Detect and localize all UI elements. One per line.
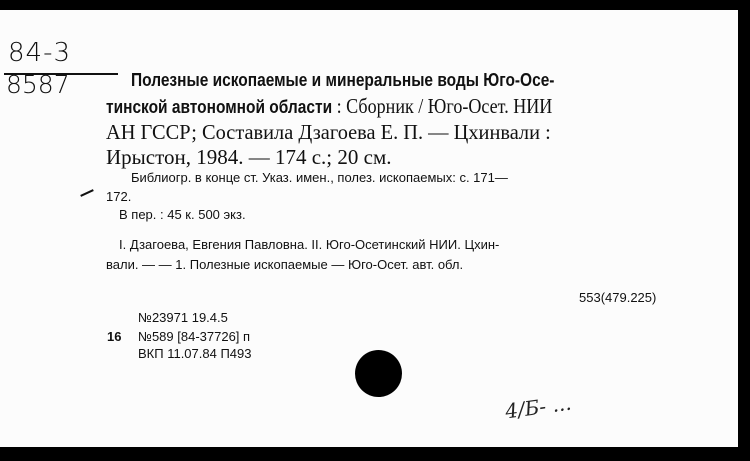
handwritten-signature: 4/Б- ... <box>503 390 573 424</box>
price-line: В пер. : 45 к. 500 экз. <box>119 207 246 222</box>
tracing-line-1: I. Дзагоева, Евгения Павловна. II. Юго-Осетинский НИИ. Цхин- <box>119 237 500 252</box>
notes-line-1: Библиогр. в конце ст. Указ. имен., полез. ископаемых: с. 171— <box>131 170 508 185</box>
title-line-2-rest: : Сборник / Юго-Осет. НИИ <box>332 94 553 118</box>
classification-code: 553(479.225) <box>579 290 657 305</box>
punch-hole <box>355 350 402 397</box>
title-line-2 <box>106 94 552 119</box>
publication-line: Ирыстон, 1984. — 174 с.; 20 см. <box>106 145 392 169</box>
registration-line-2: №589 [84-37726] п <box>138 329 251 344</box>
title-line-1: Полезные ископаемые и минеральные воды Юго-Осе- <box>131 70 555 90</box>
notes-line-2: 172. <box>106 189 132 204</box>
title-line-2-bold: тинской автономной области <box>106 97 333 117</box>
registration-prefix: 16 <box>107 329 122 344</box>
handwritten-call-number-bottom: 8587 <box>6 70 70 99</box>
registration-line-1: №23971 19.4.5 <box>138 310 228 325</box>
tracing-line-2: вали. — — 1. Полезные ископаемые — Юго-Осет. авт. обл. <box>106 257 464 272</box>
registration-line-3: ВКП 11.07.84 П493 <box>138 346 252 361</box>
responsibility-line: АН ГССР; Составила Дзагоева Е. П. — Цхинвали : <box>106 120 551 144</box>
handwritten-call-number-top: 84-3 <box>8 38 72 68</box>
